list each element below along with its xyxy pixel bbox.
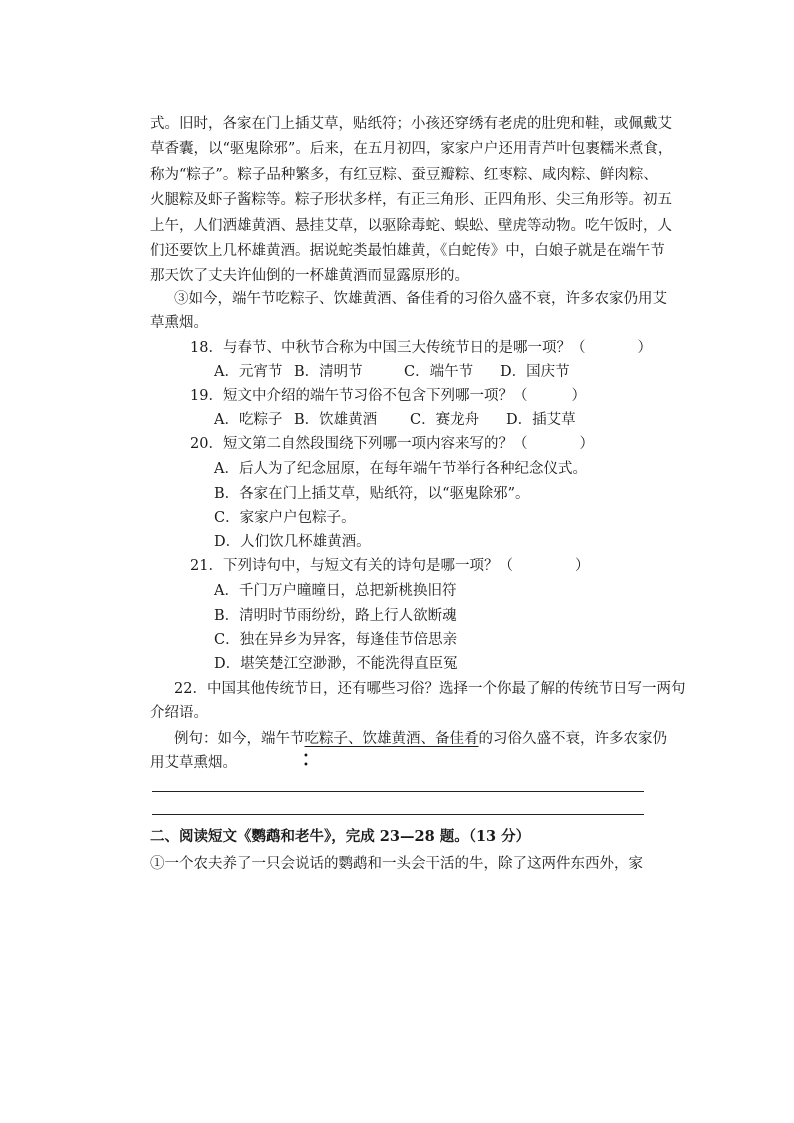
passage-line: 式。旧时，各家在门上插艾草，贴纸符；小孩还穿绣有老虎的肚兜和鞋，或佩戴艾 [150,116,672,132]
answer-blank[interactable] [527,447,579,448]
option-b[interactable]: B．清明时节雨纷纷，路上行人欲断魂 [214,608,457,624]
option-c[interactable]: C．端午节 [404,364,474,380]
passage-line: 上午，人们洒雄黄酒、悬挂艾草，以驱除毒蛇、蜈蚣、壁虎等动物。吃午饭时，人 [150,218,672,234]
passage-line: 草香囊，以“驱鬼除邪”。后来，在五月初四，家家户户还用青芦叶包裹糯米煮食， [150,141,673,157]
option-a[interactable]: A．后人为了纪念屈原，在每年端午节举行各种纪念仪式。 [214,461,587,477]
option-a[interactable]: A．吃粽子 [214,412,283,428]
option-b[interactable]: B．清明节 [294,364,363,380]
question-21 [190,556,589,576]
question-22-cont: 介绍语。 [150,705,208,721]
question-21-stem: 21．下列诗句中，与短文有关的诗句是哪一项？（ [190,558,513,574]
option-d[interactable]: D．人们饮几杯雄黄酒。 [214,534,371,550]
question-18 [190,338,652,358]
answer-blank[interactable] [585,351,637,352]
example-prefix: 例句：如今，端午节 [174,731,305,747]
answer-line[interactable] [152,791,644,792]
question-20-close: ） [579,436,594,452]
question-19-close: ） [571,388,586,404]
answer-line[interactable] [152,814,644,815]
question-22: 22．中国其他传统节日，还有哪些习俗？选择一个你最了解的传统节日写一两句 [174,681,686,697]
question-20-stem: 20．短文第二自然段围绕下列哪一项内容来写的？（ [190,436,528,452]
option-a[interactable]: A．千门万户曈曈日，总把新桃换旧符 [214,583,457,599]
section-2-heading: 二、阅读短文《鹦鹉和老牛》，完成 23—28 题。（13 分） [150,828,531,845]
option-d[interactable]: D．国庆节 [500,364,570,380]
passage-line: 火腿粽及虾子酱粽等。粽子形状多样，有正三角形、正四角形、尖三角形等。初五 [150,192,672,208]
answer-blank[interactable] [513,569,575,570]
section-2-first-line: ①一个农夫养了一只会说话的鹦鹉和一头会干活的牛，除了这两件东西外，家 [150,856,643,872]
passage-line: 们还要饮上几杯雄黄酒。据说蛇类最怕雄黄，《白蛇传》中，白娘子就是在端午节 [150,243,665,259]
option-c[interactable]: C．赛龙舟 [410,412,480,428]
passage-para3-line: 草熏烟。 [150,315,208,331]
question-18-stem: 18．与春节、中秋节合称为中国三大传统节日的是哪一项？（ [190,340,586,356]
example-suffix: 的习俗久盛不衰，许多农家仍 [478,731,667,747]
emphasis-dots: • • [303,751,309,771]
question-18-close: ） [637,340,652,356]
passage-line: 那天饮了丈夫许仙倒的一杯雄黄酒而显露原形的。 [150,268,469,284]
passage-para3-line: ③如今，端午节吃粽子、饮雄黄酒、备佳肴的习俗久盛不衰，许多农家仍用艾 [174,291,667,307]
passage-line: 称为“粽子”。粽子品种繁多，有红豆粽、蚕豆瓣粽、红枣粽、咸肉粽、鲜肉粽、 [150,167,658,183]
option-d[interactable]: D．堪笑楚江空渺渺，不能洗得直臣冤 [214,656,458,672]
option-b[interactable]: B．各家在门上插艾草，贴纸符，以“驱鬼除邪”。 [214,486,530,502]
question-21-close: ） [574,558,590,574]
option-c[interactable]: C．独在异乡为异客，每逢佳节倍思亲 [214,632,458,648]
example-sentence [174,729,667,749]
question-19-stem: 19．短文中介绍的端午节习俗不包含下列哪一项？（ [190,388,528,404]
option-b[interactable]: B．饮雄黄酒 [294,412,378,428]
question-19 [190,386,586,406]
question-20 [190,434,594,454]
option-c[interactable]: C．家家户户包粽子。 [214,510,356,526]
example-sentence-cont: 用艾草熏烟。 [150,755,237,771]
example-underlined: 吃粽子、饮雄黄酒、备佳肴 [304,731,479,747]
option-d[interactable]: D．插艾草 [506,412,576,428]
option-a[interactable]: A．元宵节 [214,364,283,380]
answer-blank[interactable] [527,399,571,400]
